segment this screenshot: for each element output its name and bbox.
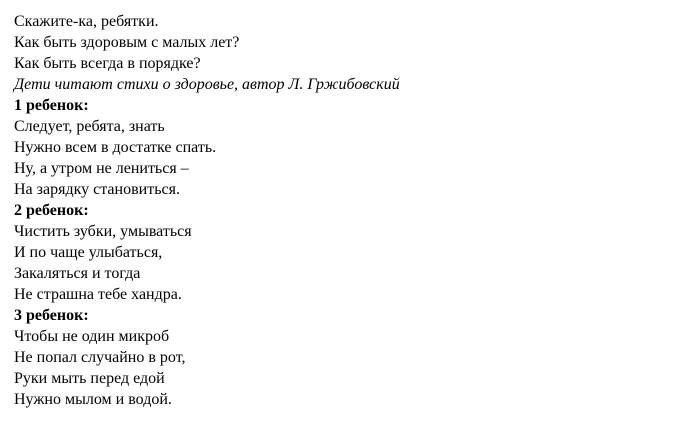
stanza-2	[14, 200, 674, 305]
stanza-line: Чтобы не один микроб	[14, 328, 170, 345]
stanza-line: Нужно всем в достатке спать.	[14, 139, 217, 156]
poem-document	[14, 11, 674, 410]
stanza-1	[14, 95, 674, 200]
stanza-line: Не страшна тебе хандра.	[14, 286, 182, 303]
stanza-line: Закаляться и тогда	[14, 265, 141, 282]
speaker-label: 1 ребенок:	[14, 97, 89, 114]
stanza-line: Руки мыть перед едой	[14, 370, 165, 387]
stanza-line: Чистить зубки, умываться	[14, 223, 192, 240]
intro-block	[14, 11, 674, 74]
speaker-label: 2 ребенок:	[14, 202, 89, 219]
intro-line: Как быть здоровым с малых лет?	[14, 34, 240, 51]
stanza-line: Ну, а утром не лениться –	[14, 160, 189, 177]
stanza-line: На зарядку становиться.	[14, 181, 180, 198]
poem-subtitle: Дети читают стихи о здоровье, автор Л. Гржибовский	[14, 76, 400, 93]
stanza-line: Не попал случайно в рот,	[14, 349, 186, 366]
stanza-line: Нужно мылом и водой.	[14, 391, 172, 408]
stanza-line: Следует, ребята, знать	[14, 118, 165, 135]
stanza-3	[14, 305, 674, 410]
intro-line: Как быть всегда в порядке?	[14, 55, 201, 72]
stanza-line: И по чаще улыбаться,	[14, 244, 163, 261]
speaker-label: 3 ребенок:	[14, 307, 89, 324]
intro-line: Скажите-ка, ребятки.	[14, 13, 159, 30]
